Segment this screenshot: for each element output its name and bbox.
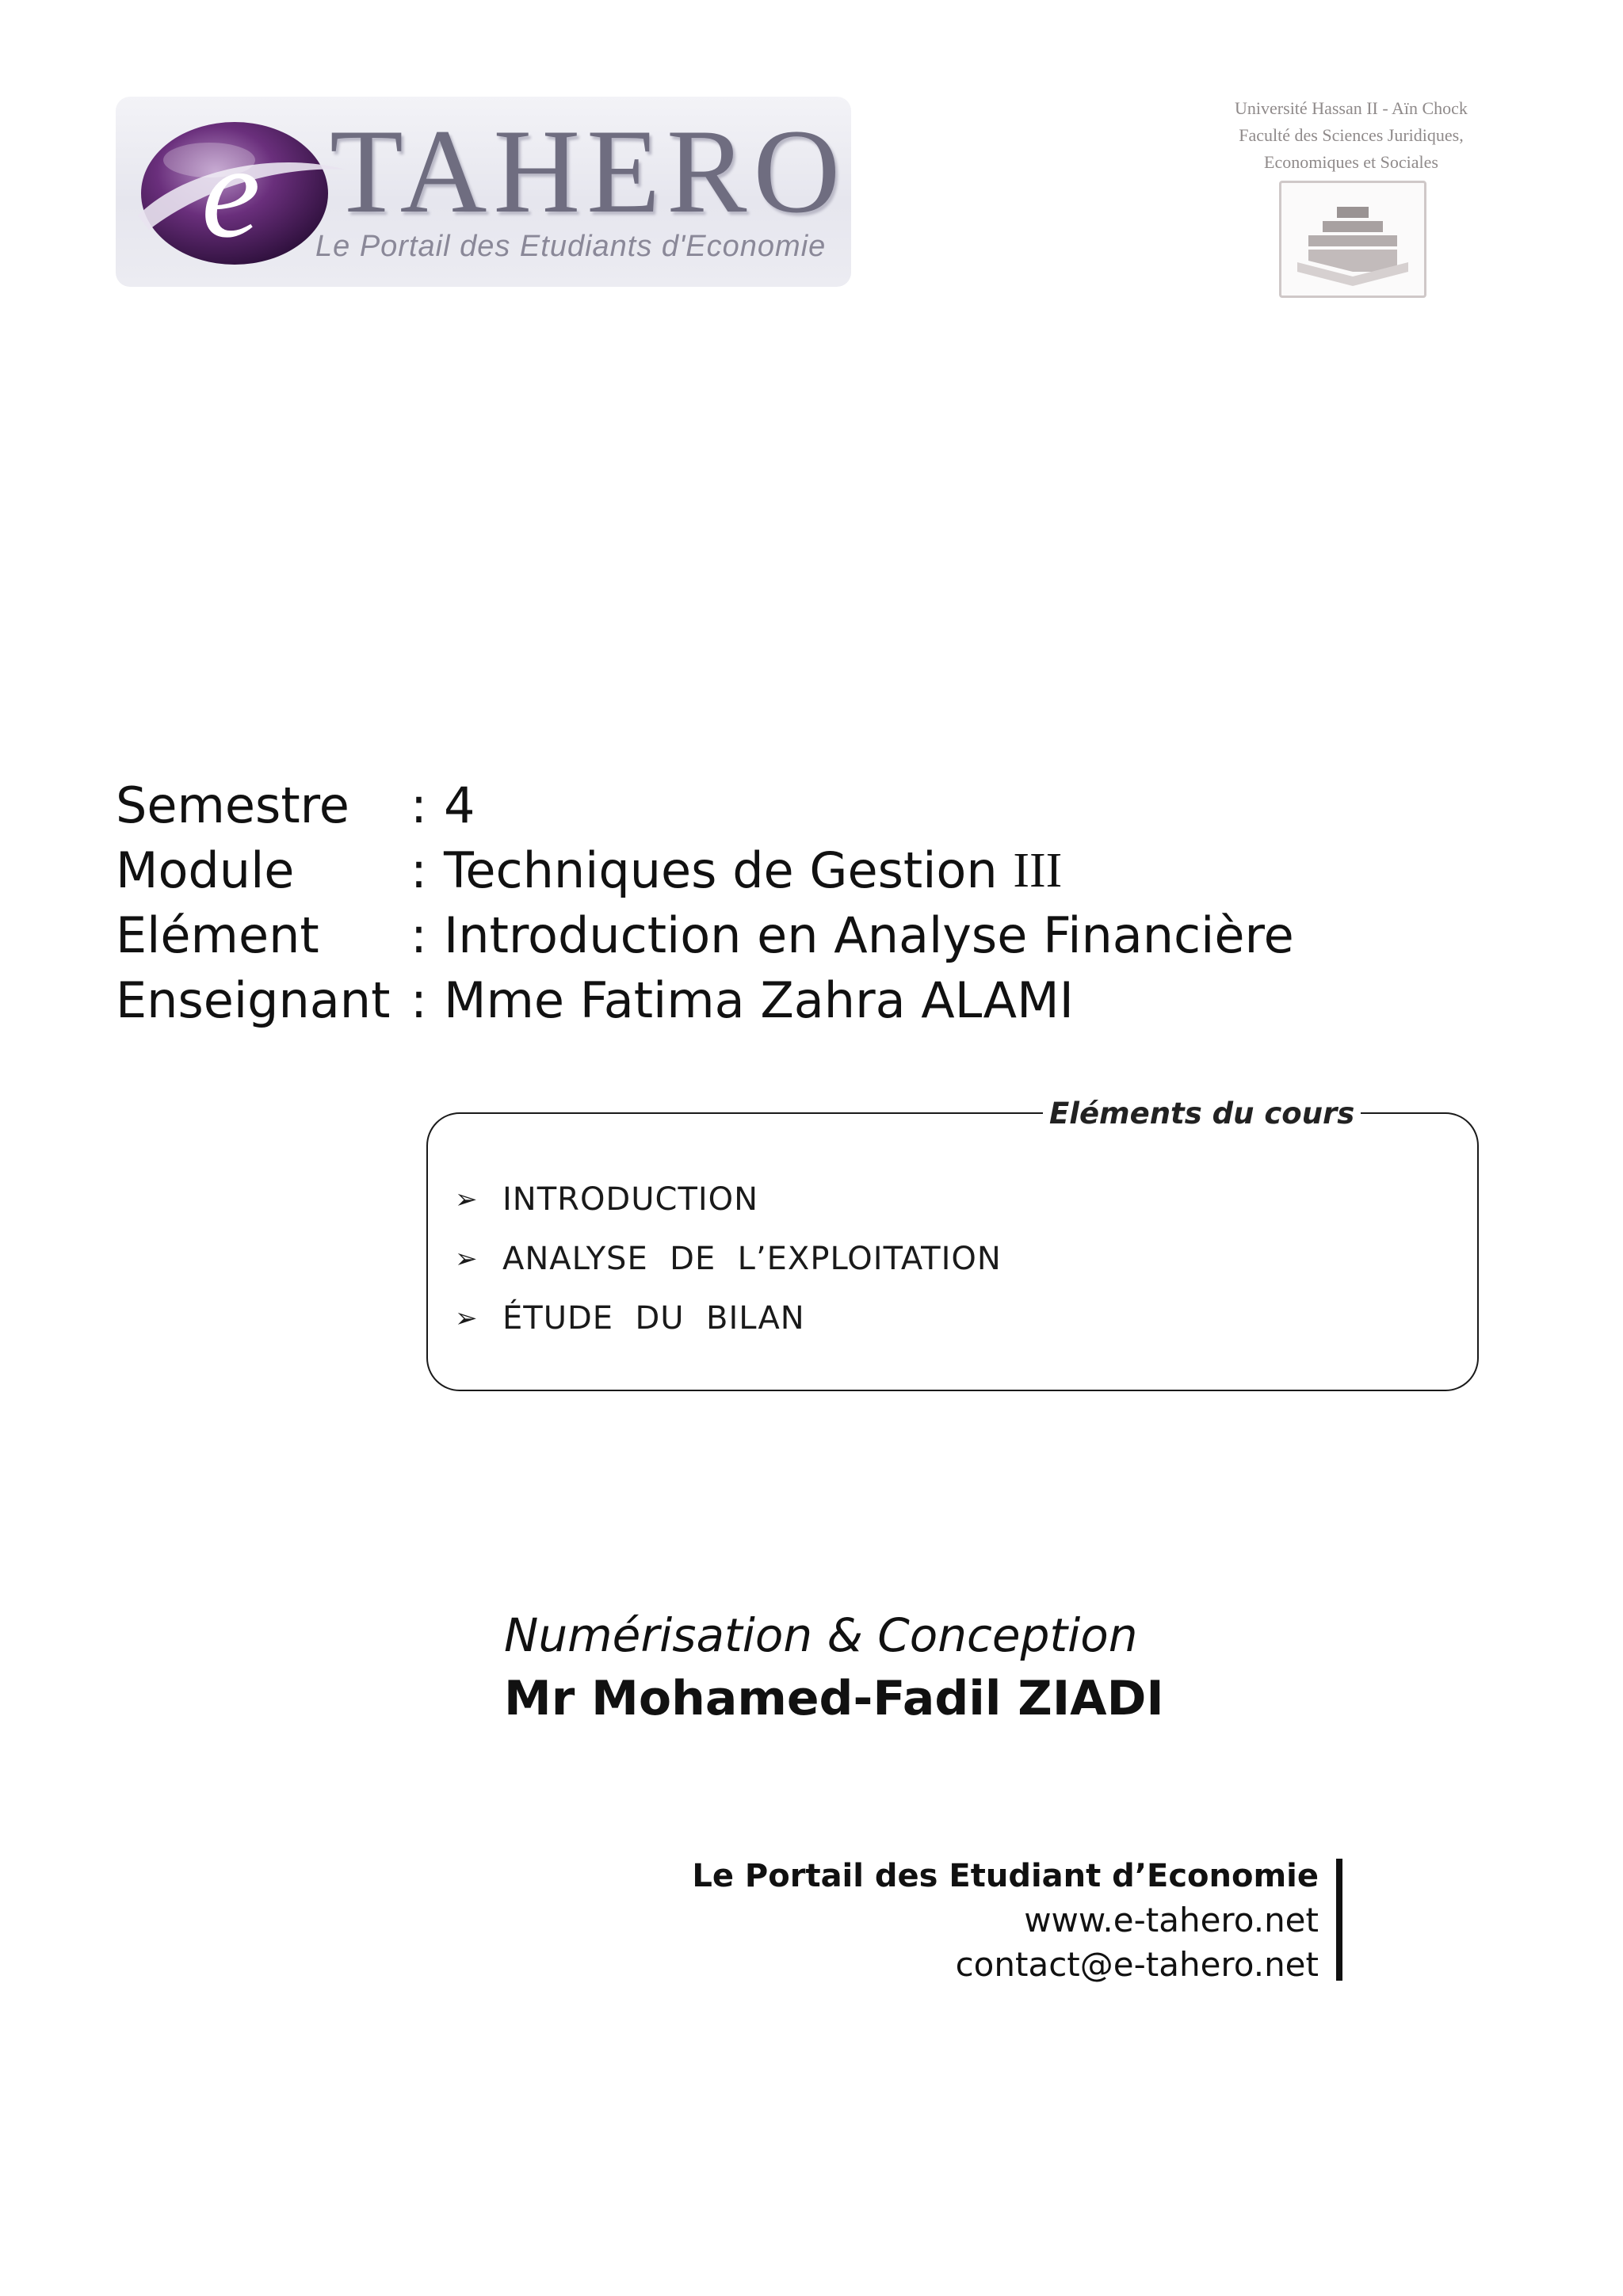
arrow-bullet-icon: ➢ bbox=[455, 1242, 479, 1275]
university-emblem-icon bbox=[1279, 181, 1426, 298]
row-separator: : bbox=[411, 906, 427, 964]
row-separator: : bbox=[411, 971, 427, 1029]
footer-title: Le Portail des Etudiant d’Economie bbox=[692, 1858, 1319, 1894]
list-item bbox=[455, 1229, 1002, 1288]
list-item bbox=[455, 1288, 1002, 1348]
footer-contact bbox=[692, 1854, 1319, 1987]
row-value: Techniques de Gestion bbox=[444, 841, 1014, 899]
course-info bbox=[116, 773, 1294, 1033]
list-item bbox=[455, 1169, 1002, 1229]
logo-wordmark: TAHERO bbox=[330, 105, 847, 238]
row-label: Enseignant bbox=[116, 971, 391, 1029]
site-logo bbox=[116, 97, 851, 287]
credits-name: Mr Mohamed-Fadil ZIADI bbox=[504, 1671, 1164, 1726]
credits bbox=[504, 1604, 1164, 1730]
university-line: Economiques et Sociales bbox=[1264, 152, 1438, 172]
university-line: Faculté des Sciences Juridiques, bbox=[1239, 125, 1464, 145]
row-value-roman: III bbox=[1013, 844, 1063, 898]
list-item-label: INTRODUCTION bbox=[502, 1180, 759, 1218]
credits-label: Numérisation & Conception bbox=[504, 1608, 1138, 1662]
course-row-module bbox=[116, 838, 1294, 903]
row-value: 4 bbox=[444, 776, 475, 834]
arrow-bullet-icon: ➢ bbox=[455, 1183, 479, 1215]
row-value: Introduction en Analyse Financière bbox=[444, 906, 1294, 964]
row-label: Module bbox=[116, 841, 295, 899]
row-separator: : bbox=[411, 776, 427, 834]
row-label: Elément bbox=[116, 906, 319, 964]
course-row-semester bbox=[116, 773, 1294, 838]
list-item-label: ANALYSE DE L’EXPLOITATION bbox=[502, 1240, 1002, 1277]
arrow-bullet-icon: ➢ bbox=[455, 1302, 479, 1334]
university-header bbox=[1157, 95, 1545, 176]
logo-initial: e bbox=[201, 118, 261, 265]
row-separator: : bbox=[411, 841, 427, 899]
footer-divider bbox=[1336, 1859, 1342, 1981]
list-item-label: ÉTUDE DU BILAN bbox=[502, 1299, 805, 1337]
course-row-teacher bbox=[116, 968, 1294, 1033]
university-line: Université Hassan II - Aïn Chock bbox=[1235, 98, 1468, 118]
row-value: Mme Fatima Zahra ALAMI bbox=[444, 971, 1074, 1029]
row-label: Semestre bbox=[116, 776, 349, 834]
footer-email-link[interactable]: contact@e-tahero.net bbox=[955, 1945, 1319, 1984]
logo-tagline: Le Portail des Etudiants d'Economie bbox=[315, 230, 827, 263]
footer-website-link[interactable]: www.e-tahero.net bbox=[1024, 1901, 1319, 1939]
course-elements-list bbox=[455, 1169, 1002, 1348]
course-row-element bbox=[116, 903, 1294, 968]
course-elements-legend: Eléments du cours bbox=[1043, 1097, 1361, 1131]
